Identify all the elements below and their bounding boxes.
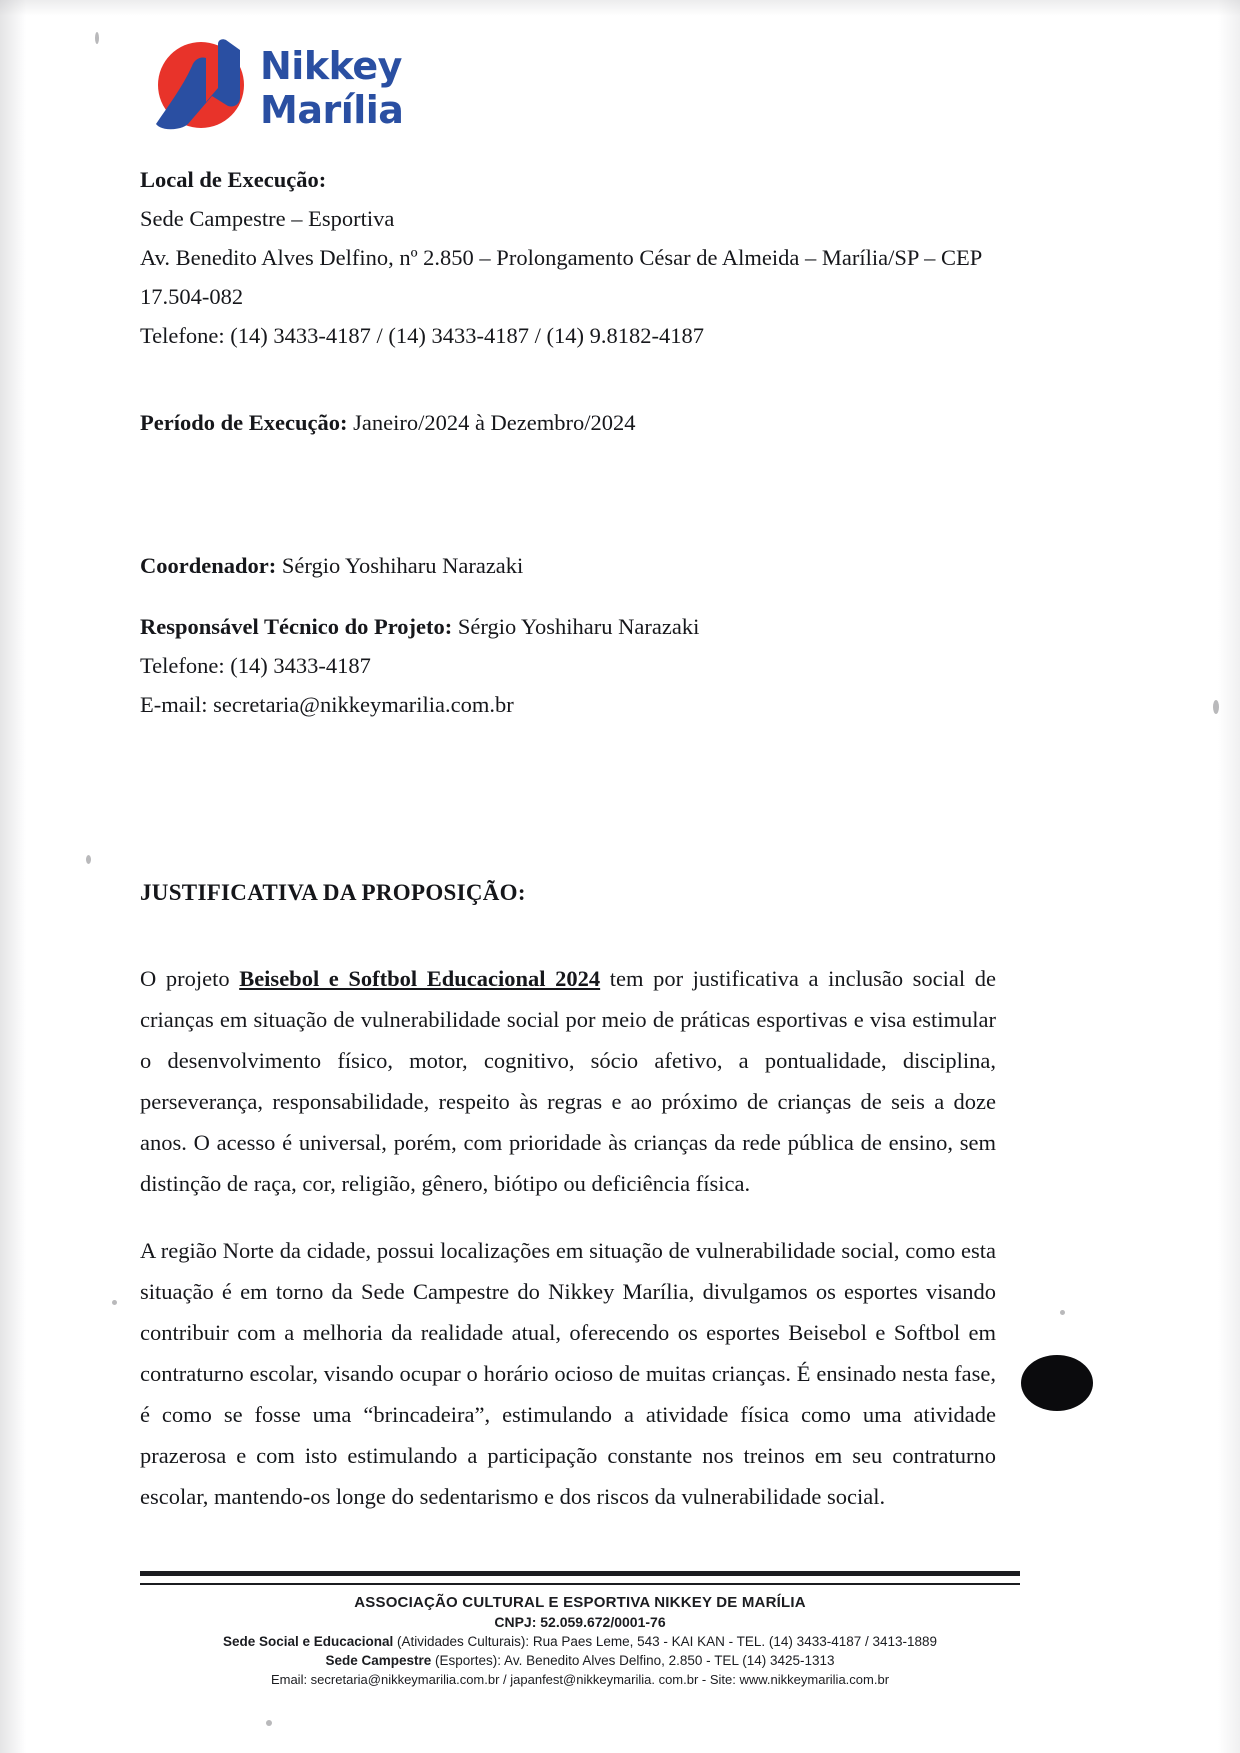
footer-sede-social-text: (Atividades Culturais): Rua Paes Leme, 543 - KAI KAN - TEL. (14) 3433-4187 / 3413-1889 — [393, 1634, 938, 1649]
scan-ink-blob — [1021, 1355, 1093, 1411]
footer-divider-thick — [140, 1571, 1020, 1576]
logo-swoosh-icon — [148, 36, 252, 134]
periodo-execucao-value: Janeiro/2024 à Dezembro/2024 — [347, 410, 636, 435]
page-footer — [140, 1571, 1020, 1689]
scan-edge-shadow-right — [1218, 0, 1240, 1753]
footer-sede-campestre — [140, 1651, 1020, 1670]
coordenador-label: Coordenador: — [140, 553, 277, 578]
scan-speck — [266, 1720, 272, 1726]
scan-edge-shadow-top — [0, 0, 1240, 16]
responsavel-tecnico-label: Responsável Técnico do Projeto: — [140, 614, 453, 639]
coordenador-value: Sérgio Yoshiharu Narazaki — [276, 553, 524, 578]
paragraph-1-pre: O projeto — [140, 966, 240, 991]
letterhead-logo — [148, 30, 568, 140]
scan-speck — [112, 1300, 117, 1305]
scan-speck — [1213, 700, 1219, 714]
responsavel-email: E-mail: secretaria@nikkeymarilia.com.br — [140, 692, 514, 717]
local-line-3: 17.504-082 — [140, 284, 244, 309]
scan-edge-shadow-left — [0, 0, 26, 1753]
project-name-highlight: Beisebol e Softbol Educacional 2024 — [239, 966, 601, 991]
footer-sede-social-label: Sede Social e Educacional — [222, 1634, 394, 1649]
periodo-execucao-row — [140, 403, 996, 442]
local-line-4: Telefone: (14) 3433-4187 / (14) 3433-4187 / (14) 9.8182-4187 — [140, 323, 704, 348]
responsavel-telefone: Telefone: (14) 3433-4187 — [140, 653, 371, 678]
justificativa-paragraph-2: A região Norte da cidade, possui localizações em situação de vulnerabilidade social, como esta situação é em torno da Sede Campestre do Nikkey Marília, divulgamos os esportes visando contribuir com a melhoria da realidade atual, oferecendo os esportes Beisebol e Softbol em contraturno escolar, visando ocupar o horário ocioso de muitas crianças. É ensinado nesta fase, é como se fosse uma “brincadeira”, estimulando a atividade física como uma atividade prazerosa e com isto estimulando a participação constante nos treinos em seu contraturno escolar, mantendo-os longe do sedentarismo e dos riscos da vulnerabilidade social. — [140, 1238, 996, 1509]
paragraph-1-post: tem por justificativa a inclusão social de crianças em situação de vulnerabilidade social por meio de práticas esportivas e visa estimular o desenvolvimento físico, motor, cognitivo, sócio afetivo, a pontualidade, disciplina, perseverança, responsabilidade, respeito às regras e ao próximo de crianças de seis a doze anos. O acesso é universal, porém, com prioridade às crianças da rede pública de ensino, sem distinção de raça, cor, religião, gênero, biótipo ou deficiência física. — [140, 966, 996, 1196]
section-title-justificativa: JUSTIFICATIVA DA PROPOSIÇÃO: — [140, 880, 526, 905]
footer-divider-thin — [140, 1583, 1020, 1585]
footer-sede-campestre-text: (Esportes): Av. Benedito Alves Delfino, 2.850 - TEL (14) 3425-1313 — [431, 1653, 835, 1668]
responsavel-tecnico-row — [140, 607, 996, 646]
responsavel-tecnico-value: Sérgio Yoshiharu Narazaki — [452, 614, 700, 639]
periodo-execucao-label: Período de Execução: — [140, 410, 348, 435]
footer-organization: ASSOCIAÇÃO CULTURAL E ESPORTIVA NIKKEY DE MARÍLIA — [354, 1594, 806, 1611]
justificativa-paragraph-1 — [140, 958, 996, 1204]
footer-sede-campestre-label: Sede Campestre — [325, 1653, 432, 1668]
footer-cnpj: CNPJ: 52.059.672/0001-76 — [494, 1614, 666, 1630]
scan-speck — [1060, 1310, 1065, 1315]
footer-contacts: Email: secretaria@nikkeymarilia.com.br / japanfest@nikkeymarilia. com.br - Site: www.nikkeymarilia.com.br — [270, 1672, 890, 1687]
document-body — [140, 160, 996, 1517]
spacer — [140, 828, 996, 876]
local-line-1: Sede Campestre – Esportiva — [140, 206, 395, 231]
scan-speck — [86, 855, 91, 864]
spacer — [140, 910, 996, 958]
logo-wordmark — [260, 44, 403, 132]
spacer — [140, 355, 996, 403]
coordenador-row — [140, 546, 996, 585]
logo-line-2: Marília — [260, 88, 404, 132]
scan-speck — [95, 32, 99, 44]
local-execucao-label: Local de Execução: — [140, 167, 327, 192]
spacer — [140, 442, 996, 546]
footer-sede-social — [140, 1632, 1020, 1651]
spacer — [140, 724, 996, 828]
logo-line-1: Nikkey — [260, 44, 402, 88]
spacer — [140, 585, 996, 607]
nikkey-n-logo-icon — [148, 36, 252, 134]
local-line-2: Av. Benedito Alves Delfino, nº 2.850 – Prolongamento César de Almeida – Marília/SP – CEP — [140, 245, 983, 270]
